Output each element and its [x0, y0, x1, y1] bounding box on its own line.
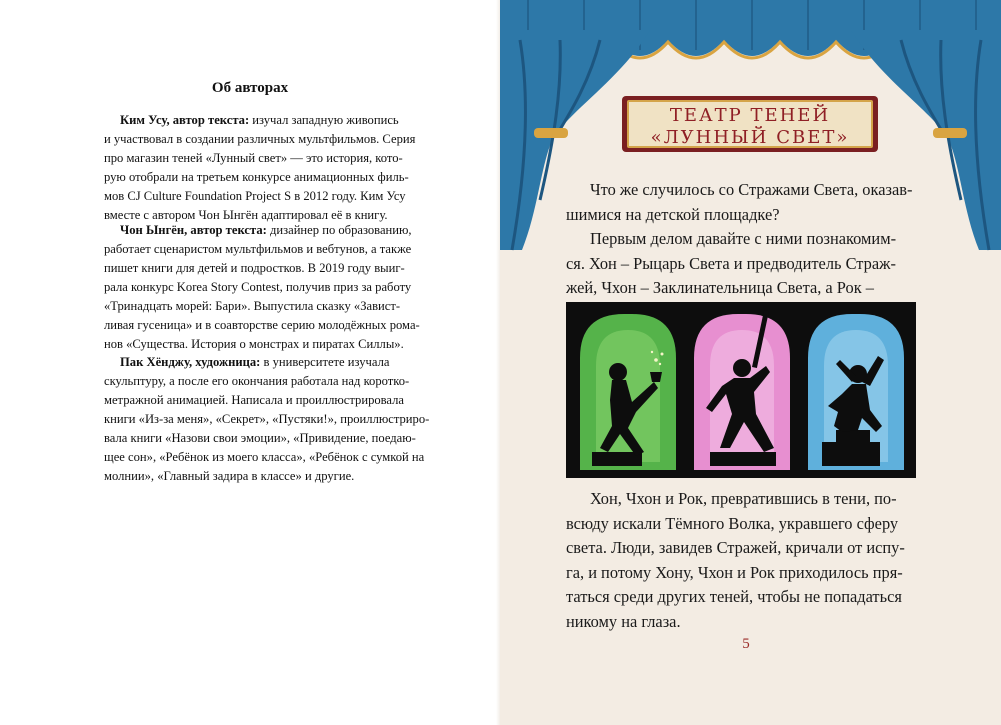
- story-paragraph-2: Первым делом давайте с ними познакомим- ся. Хон – Рыцарь Света и предводитель Страж- жей, Чхон – Заклинательница Света, а Рок –: [566, 229, 897, 297]
- author-name: Пак Хёнджу, художница:: [120, 355, 261, 369]
- page-number: 5: [742, 636, 750, 652]
- shadow-theater-illustration: [566, 302, 916, 478]
- story-paragraph-1: Что же случилось со Стражами Света, оказав- шимися на детской площадке?: [566, 180, 913, 224]
- sign-title-line2: «ЛУННЫЙ СВЕТ»: [650, 127, 850, 148]
- story-paragraph-3: Хон, Чхон и Рок, превратившись в тени, по- всюду искали Тёмного Волка, укравшего сферу света. Люди, завидев Стражей, кричали от испу- га, и потому Хону, Чхон и Рок приходилось пря- таться среди других теней, чтобы не попадаться никому на глаза.: [566, 489, 905, 631]
- page-heading: Об авторах: [211, 80, 289, 96]
- author-name: Чон Ынгён, автор текста:: [120, 223, 267, 237]
- left-page: [0, 0, 500, 725]
- author-name: Ким Усу, автор текста:: [120, 113, 250, 127]
- author-block-park: Пак Хёнджу, художница: в университете изучала скульптуру, а после его окончания работала над коротко- метражной анимацией. Написала и проиллюстрировала книги «Из-за меня», «Секрет», «Пустяки!», проиллюстриро- вала книги «Назови свои эмоции», «Привидение, поедаю- щее сон», «Ребёнок из моего класса», «Ребёнок с сумкой на молнии», «Главный задира в классе» и другие.: [104, 355, 430, 483]
- author-block-jeon: Чон Ынгён, автор текста: дизайнер по образованию, работает сценаристом мультфильмов и вебтунов, а также пишет книги для детей и подростков. В 2019 году выиг- рала конкурс Korea Story Contest, получив приз за работу «Тринадцать морей: Бари». Выпустила сказку «Завист- ливая гусеница» и в соавторстве серию молодёжных рома- нов «Существа. История о монстрах и пиратах Силлы».: [104, 223, 420, 351]
- curtain-right-tieback: [933, 128, 967, 138]
- sign-title-line1: ТЕАТР ТЕНЕЙ: [669, 105, 831, 126]
- theater-sign: [622, 96, 878, 152]
- right-page: [500, 0, 1001, 725]
- author-block-kim: Ким Усу, автор текста: изучал западную живопись и участвовал в создании различных мультфильмов. Серия про магазин теней «Лунный свет» — это история, кото- рую отобрали на третьем конкурсе анимационных филь- мов CJ Culture Foundation Project S в 2012 году. Ким Усу вместе с автором Чон Ынгён адаптировал её в книгу.: [104, 113, 416, 222]
- curtain-left-tieback: [534, 128, 568, 138]
